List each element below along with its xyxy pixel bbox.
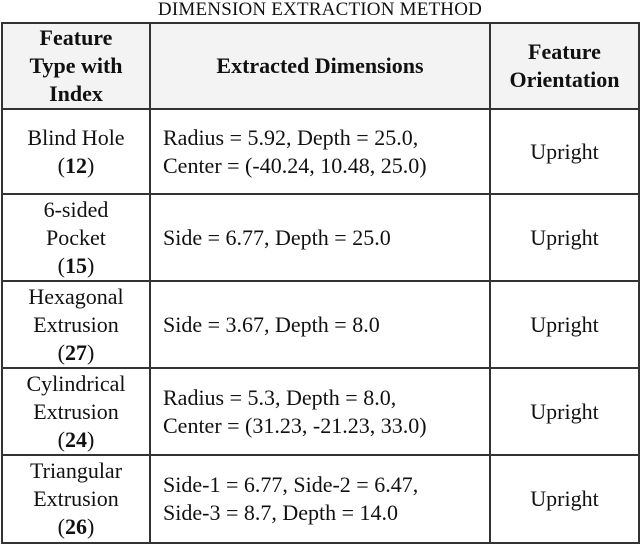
dimension-line: Side-1 = 6.77, Side-2 = 6.47, [163, 472, 419, 497]
table-row [2, 455, 639, 543]
feature-type-line: Hexagonal [28, 283, 124, 309]
feature-type-line: Extrusion [33, 311, 119, 337]
dimensions-cell [150, 194, 490, 281]
dimension-table [1, 22, 640, 544]
feature-index: (26) [57, 514, 95, 539]
feature-type-cell [2, 455, 150, 543]
header-feature-type-line: Index [49, 81, 103, 106]
dimensions-cell [150, 455, 490, 543]
header-row [2, 23, 639, 109]
dimension-line: Center = (-40.24, 10.48, 25.0) [163, 152, 427, 178]
header-feature-type-line: Type with [29, 53, 123, 78]
feature-index-value: 27 [65, 339, 87, 365]
table-caption: DIMENSION EXTRACTION METHOD [157, 0, 483, 20]
orientation-cell: Upright [490, 455, 639, 543]
dimension-line: Side = 3.67, Depth = 8.0 [163, 311, 380, 337]
dimension-line: Side-3 = 8.7, Depth = 14.0 [163, 500, 399, 525]
feature-index: (12) [57, 152, 95, 178]
header-feature-orientation [490, 23, 639, 109]
orientation-cell: Upright [490, 368, 639, 455]
header-orientation-line: Feature [528, 39, 601, 64]
feature-index-value: 15 [65, 252, 87, 278]
header-extracted-dimensions [150, 23, 490, 109]
table-row [2, 368, 639, 455]
header-feature-type [2, 23, 150, 109]
feature-index: (15) [57, 252, 95, 278]
table-row [2, 194, 639, 281]
feature-type-cell [2, 281, 150, 368]
dimension-line: Radius = 5.92, Depth = 25.0, [163, 124, 419, 150]
feature-type-cell [2, 109, 150, 194]
feature-type-line: Pocket [46, 224, 106, 250]
feature-type-line: 6-sided [43, 196, 109, 222]
feature-type-line: Triangular [29, 458, 123, 483]
feature-index-value: 12 [65, 152, 87, 178]
dimensions-cell [150, 109, 490, 194]
dimension-line: Radius = 5.3, Depth = 8.0, [163, 384, 397, 410]
feature-type-line: Blind Hole [27, 124, 125, 150]
feature-type-line: Cylindrical [26, 370, 126, 396]
orientation-cell: Upright [490, 109, 639, 194]
table-row [2, 281, 639, 368]
dimensions-cell [150, 281, 490, 368]
feature-type-cell [2, 368, 150, 455]
feature-index: (24) [57, 426, 95, 452]
dimension-line: Side = 6.77, Depth = 25.0 [163, 224, 391, 250]
table-row [2, 109, 639, 194]
dimensions-cell [150, 368, 490, 455]
feature-index: (27) [57, 339, 95, 365]
feature-index-value: 24 [65, 426, 87, 452]
feature-index-value: 26 [65, 514, 87, 539]
header-feature-type-line: Feature [39, 25, 113, 50]
dimension-line: Center = (31.23, -21.23, 33.0) [163, 412, 427, 438]
feature-type-line: Extrusion [33, 398, 119, 424]
feature-type-cell [2, 194, 150, 281]
header-orientation-line: Orientation [509, 67, 620, 92]
orientation-cell: Upright [490, 194, 639, 281]
header-extracted-dimensions-label: Extracted Dimensions [216, 53, 424, 78]
feature-type-line: Extrusion [33, 486, 119, 511]
orientation-cell: Upright [490, 281, 639, 368]
